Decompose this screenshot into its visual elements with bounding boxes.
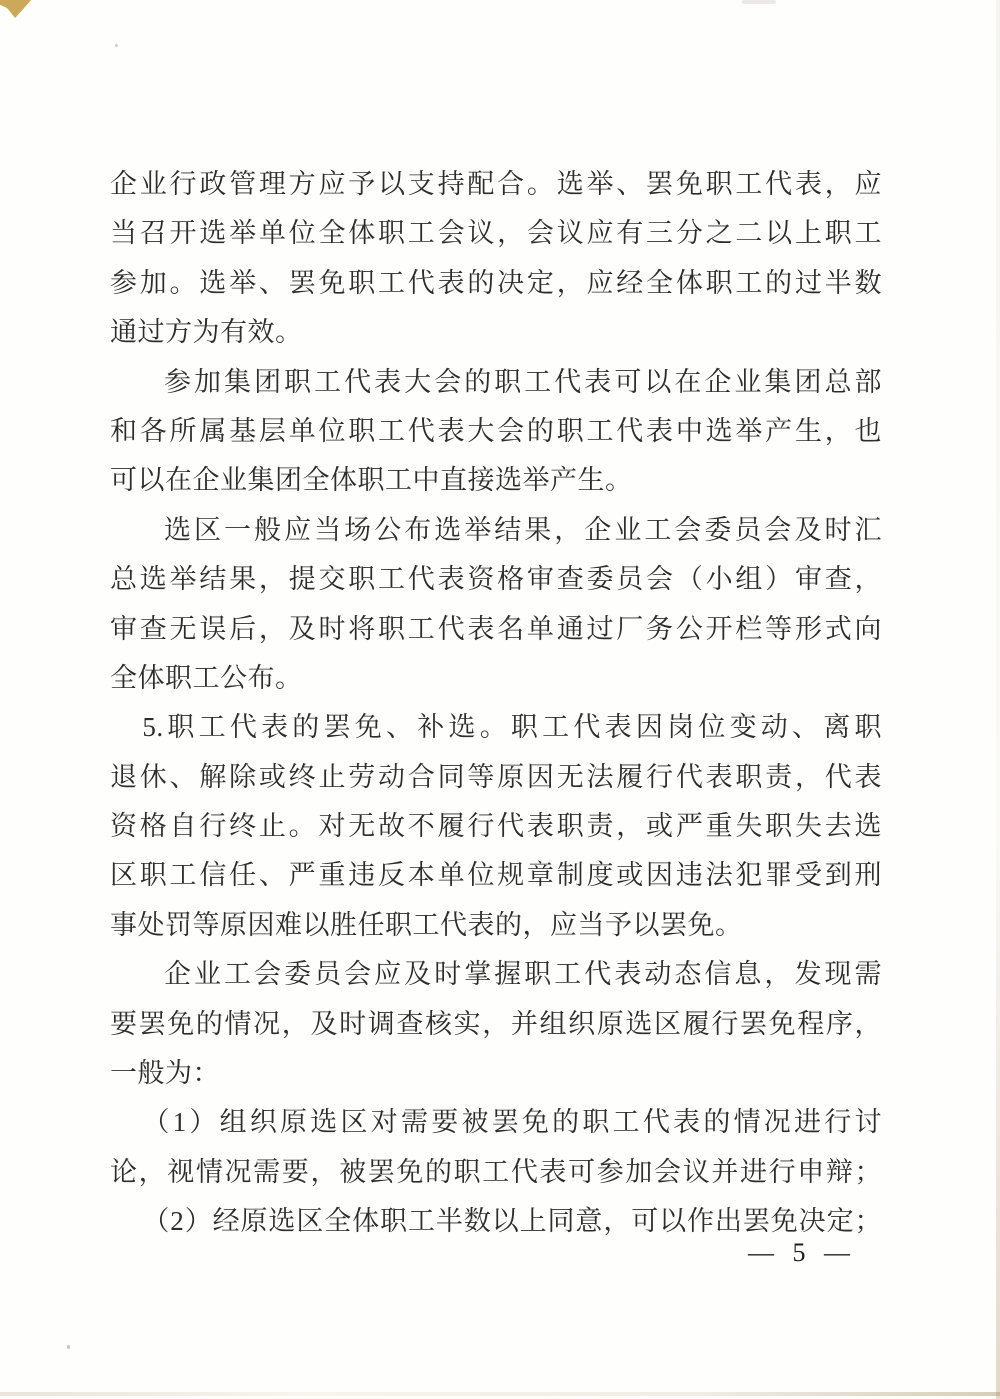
text-line: 企业工会委员会应及时掌握职工代表动态信息，发现需 [164, 959, 882, 990]
text-line: 审查无误后，及时将职工代表名单通过厂务公开栏等形式向 [110, 613, 882, 644]
text-line: 和各所属基层单位职工代表大会的职工代表中选举产生，也 [110, 415, 882, 446]
text-line: 论，视情况需要，被罢免的职工代表可参加会议并进行申辩； [110, 1156, 882, 1187]
text-line: 全体职工公布。 [110, 662, 303, 693]
text-line: 可以在企业集团全体职工中直接选举产生。 [110, 465, 633, 496]
page-number: — 5 — [748, 1238, 852, 1267]
scan-artifact-speck [115, 44, 118, 47]
paragraph [110, 358, 882, 506]
paragraph [110, 160, 882, 358]
text-line: 选区一般应当场公布选举结果，企业工会委员会及时汇 [164, 514, 882, 545]
text-line: 区职工信任、严重违反本单位规章制度或因违法犯罪受到刑 [110, 860, 882, 891]
paragraph [110, 506, 882, 704]
text-line: 事处罚等原因难以胜任职工代表的，应当予以罢免。 [110, 909, 743, 940]
scan-artifact-speck [67, 1345, 70, 1349]
scan-artifact-bottom-edge [0, 1392, 1000, 1396]
scan-artifact-top-smudge [742, 0, 776, 4]
text-line: 资格自行终止。对无故不履行代表职责，或严重失职失去选 [110, 811, 882, 842]
text-line: （2）经原选区全体职工半数以上同意，可以作出罢免决定； [142, 1206, 882, 1237]
text-line: 参加集团职工代表大会的职工代表可以在企业集团总部 [164, 366, 882, 397]
paragraph [110, 1098, 882, 1197]
text-line: （1）组织原选区对需要被罢免的职工代表的情况进行讨 [142, 1107, 882, 1138]
document-body [110, 160, 882, 1247]
text-line: 要罢免的情况，及时调查核实，并组织原选区履行罢免程序， [110, 1008, 882, 1039]
scan-artifact-right-edge [996, 0, 1000, 1399]
text-line: 一般为： [110, 1058, 220, 1089]
paragraph [110, 950, 882, 1098]
scan-artifact-corner-mark [0, 0, 38, 18]
paragraph [110, 703, 882, 950]
text-line: 通过方为有效。 [110, 317, 303, 348]
text-line: 退休、解除或终止劳动合同等原因无法履行代表职责，代表 [110, 761, 882, 792]
text-line: 总选举结果，提交职工代表资格审查委员会（小组）审查， [110, 564, 882, 595]
text-line: 企业行政管理方应予以支持配合。选举、罢免职工代表，应 [110, 169, 882, 199]
text-line: 5.职工代表的罢免、补选。职工代表因岗位变动、离职 [142, 712, 882, 743]
text-line: 当召开选举单位全体职工会议，会议应有三分之二以上职工 [110, 218, 882, 249]
text-line: 参加。选举、罢免职工代表的决定，应经全体职工的过半数 [110, 267, 882, 298]
